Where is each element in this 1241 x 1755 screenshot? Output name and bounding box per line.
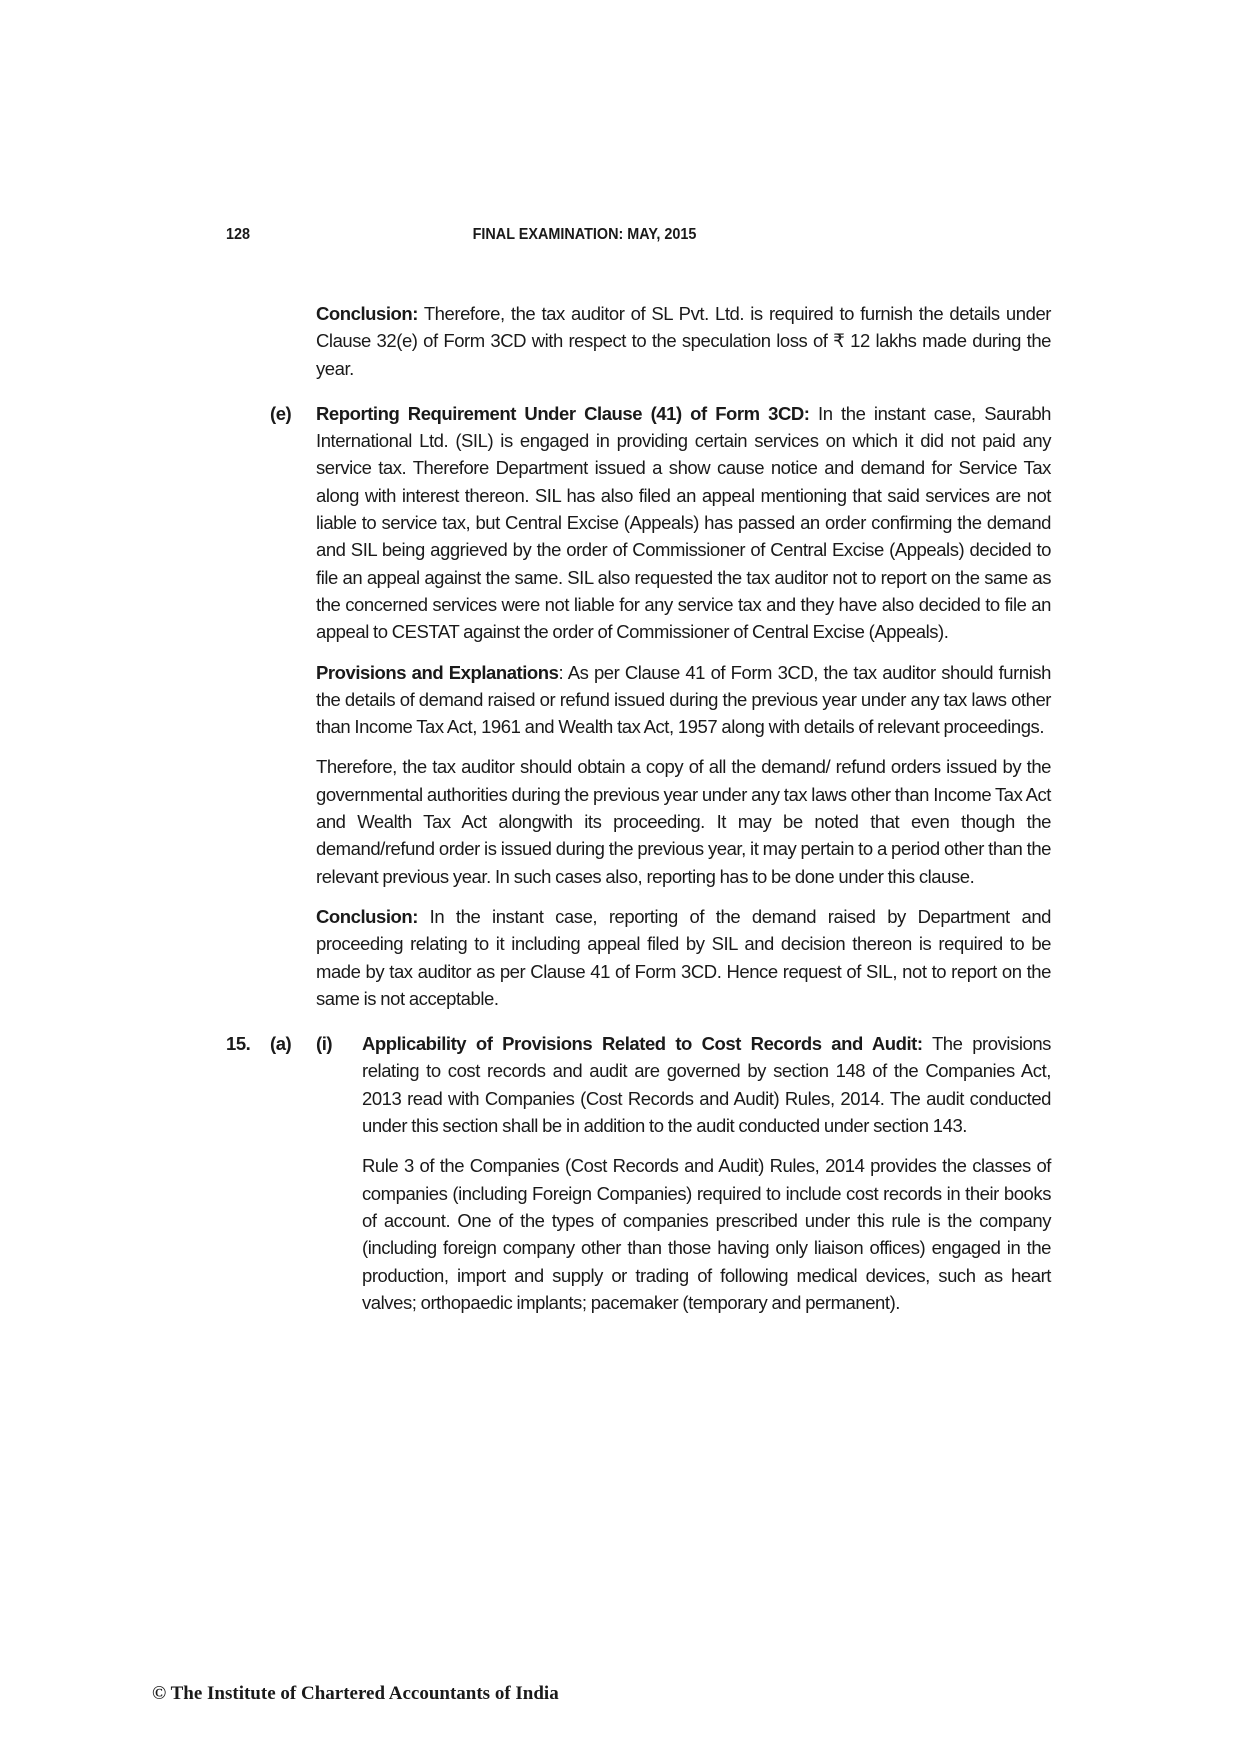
question-15-paragraph — [362, 1030, 1051, 1139]
section-e-conclusion-text: In the instant case, reporting of the demand raised by Department and proceeding relating to it including appeal filed by SIL and decision thereon is required to be made by tax auditor as per Clause 41 of Form 3CD. Hence request of SIL, not to report on the same is not acceptable. — [316, 905, 1051, 1009]
section-e-text: In the instant case, Saurabh International Ltd. (SIL) is engaged in providing certain services on which it did not paid any service tax. Therefore Department issued a show cause notice and demand for Service Tax along with interest thereon. SIL has also filed an appeal mentioning that said services are not liable to service tax, but Central Excise (Appeals) has passed an order confirming the demand and SIL being aggrieved by the order of Commissioner of Central Excise (Appeals) decided to file an appeal against the same. SIL also requested the tax auditor not to report on the same as the concerned services were not liable for any service tax and they have also decided to file an appeal to CESTAT against the order of Commissioner of Central Excise (Appeals). — [316, 402, 1052, 643]
therefore-block — [316, 753, 1051, 889]
section-e-paragraph — [316, 400, 1051, 646]
provisions-label: Provisions and Explanations — [316, 661, 559, 683]
question-15a-i — [226, 1030, 1051, 1139]
section-e-conclusion-label: Conclusion: — [316, 905, 418, 927]
section-e — [270, 400, 1052, 646]
question-part: (a) — [270, 1033, 292, 1055]
provisions-block — [316, 659, 1051, 741]
question-number: 15. — [226, 1033, 251, 1055]
question-15-text: The provisions relating to cost records and audit are governed by section 148 of the Companies Act, 2013 read with Companies (Cost Records and Audit) Rules, 2014. The audit conducted under this section shall be in addition to the audit conducted under section 143. — [362, 1033, 1051, 1137]
page-content — [0, 300, 1241, 1329]
conclusion-label: Conclusion: — [316, 303, 418, 324]
conclusion-text: Therefore, the tax auditor of SL Pvt. Ltd. is required to furnish the details under Clause 32(e) of Form 3CD with respect to the speculation loss of ₹ 12 lakhs made during the year. — [316, 303, 1051, 379]
therefore-paragraph: Therefore, the tax auditor should obtain a copy of all the demand/ refund orders issued by the governmental authorities during the previous year under any tax laws other than Income Tax Act and Wealth Tax Act alongwith its proceeding. It may be noted that even though the demand/refund order is issued during the previous year, it may pertain to a period other than the relevant previous year. In such cases also, reporting has to be done under this clause. — [316, 756, 1051, 887]
footer-copyright: © The Institute of Chartered Accountants of India — [152, 1683, 559, 1704]
section-e-conclusion-paragraph — [316, 903, 1051, 1012]
section-e-conclusion-block — [316, 903, 1051, 1012]
page-header — [226, 226, 946, 250]
question-15-heading: Applicability of Provisions Related to Cost Records and Audit: — [362, 1033, 923, 1055]
provisions-paragraph — [316, 659, 1051, 741]
question-subpart: (i) — [316, 1033, 333, 1055]
provisions-text: : As per Clause 41 of Form 3CD, the tax auditor should furnish the details of demand raised or refund issued during the previous year under any tax laws other than Income Tax Act, 1961 and Wealth tax Act, 1957 along with details of relevant proceedings. — [316, 661, 1051, 738]
rule3-block — [362, 1152, 1051, 1316]
section-e-heading: Reporting Requirement Under Clause (41) of Form 3CD: — [316, 402, 810, 424]
intro-conclusion-paragraph — [316, 300, 1051, 382]
page-number: 128 — [226, 226, 251, 243]
intro-conclusion-block — [316, 300, 1051, 382]
rule3-paragraph: Rule 3 of the Companies (Cost Records and Audit) Rules, 2014 provides the classes of companies (including Foreign Companies) required to include cost records in their books of account. One of the types of companies prescribed under this rule is the company (including foreign company other than those having only liaison offices) engaged in the production, import and supply or trading of following medical devices, such as heart valves; orthopaedic implants; pacemaker (temporary and permanent). — [362, 1155, 1051, 1313]
running-title: FINAL EXAMINATION: MAY, 2015 — [472, 226, 697, 243]
section-e-marker: (e) — [270, 402, 292, 424]
